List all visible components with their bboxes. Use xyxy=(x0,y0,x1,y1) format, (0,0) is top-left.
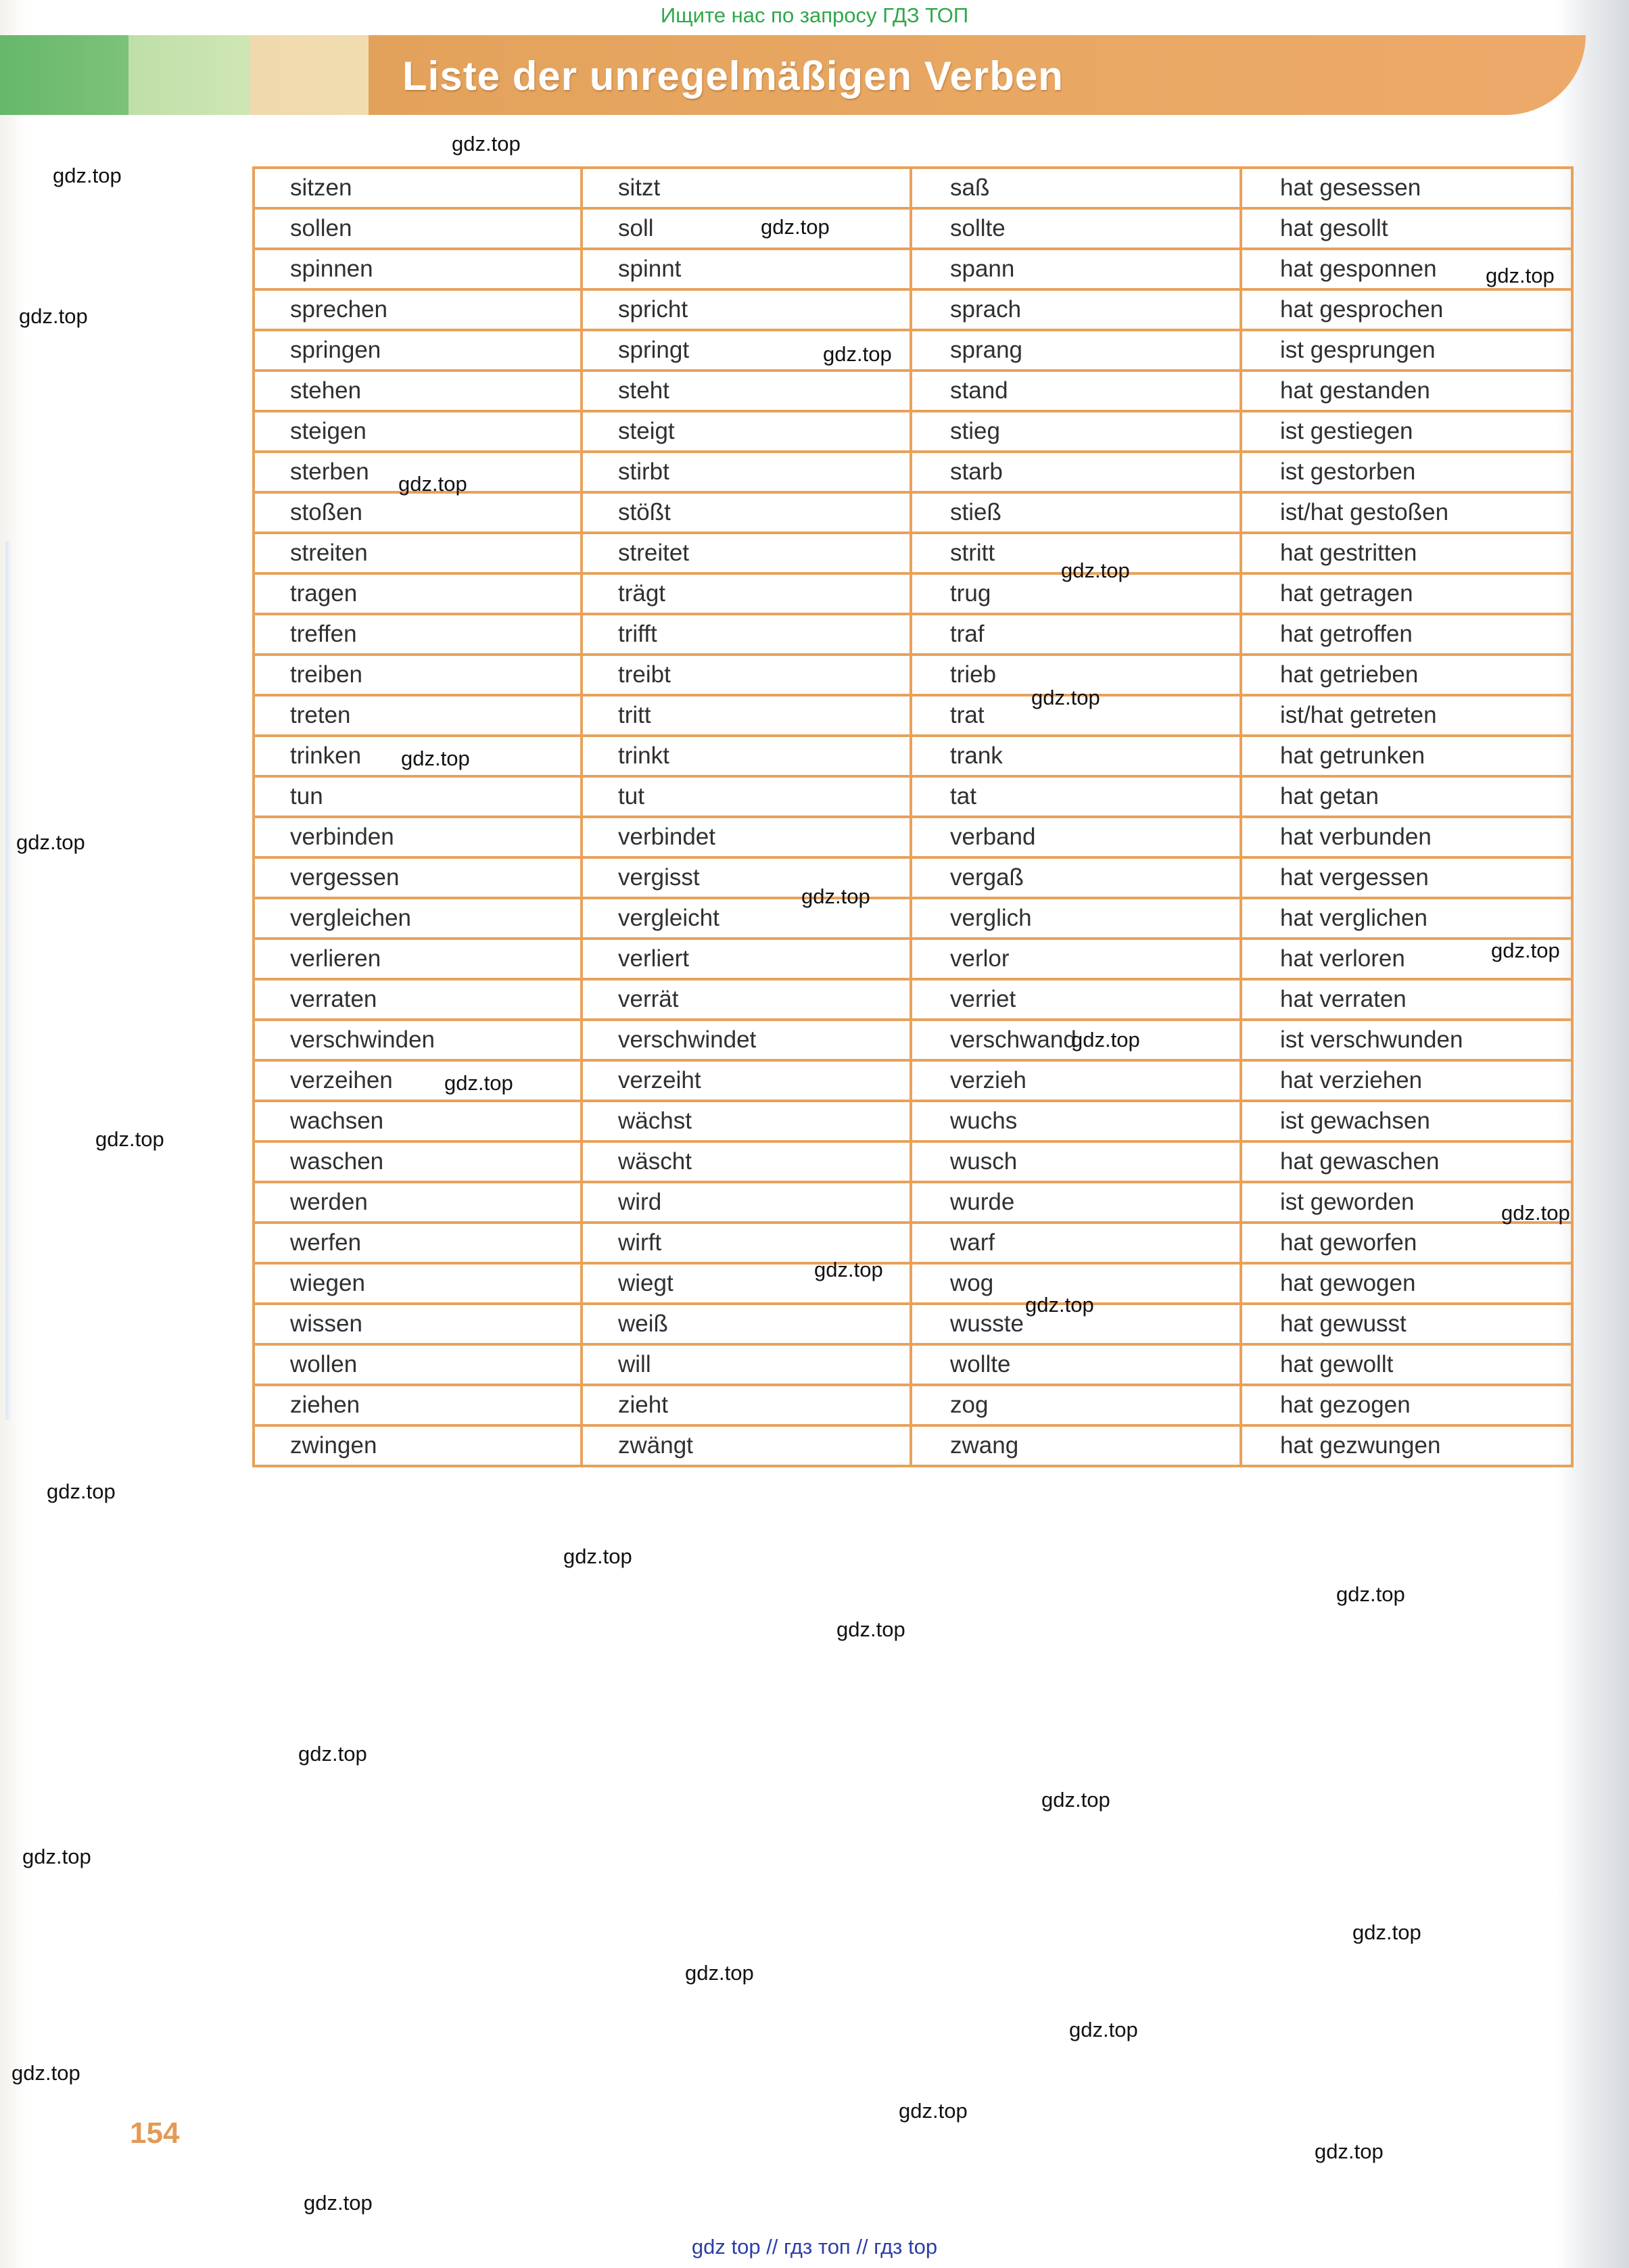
past-cell: sprach xyxy=(911,289,1241,330)
infinitive-cell: treiben xyxy=(254,655,582,695)
perfect-cell: hat gewusst xyxy=(1241,1304,1572,1344)
table-row xyxy=(254,614,1572,655)
watermark: gdz.top xyxy=(1336,1582,1405,1606)
past-cell: zwang xyxy=(911,1425,1241,1466)
page-title: Liste der unregelmäßigen Verben xyxy=(402,53,1064,99)
perfect-cell: hat gezwungen xyxy=(1241,1425,1572,1466)
perfect-cell: hat gesponnen xyxy=(1241,249,1572,289)
present-cell: steigt xyxy=(582,411,911,452)
present-cell: springt xyxy=(582,330,911,371)
present-cell: verrät xyxy=(582,979,911,1020)
past-cell: trieb xyxy=(911,655,1241,695)
present-cell: tut xyxy=(582,776,911,817)
watermark: gdz.top xyxy=(19,304,88,328)
watermark: gdz.top xyxy=(1071,1028,1140,1052)
present-cell: will xyxy=(582,1344,911,1385)
infinitive-cell: sterben xyxy=(254,452,582,492)
watermark: gdz.top xyxy=(16,830,85,854)
perfect-cell: hat verraten xyxy=(1241,979,1572,1020)
watermark: gdz.top xyxy=(444,1071,513,1095)
table-row xyxy=(254,1182,1572,1223)
past-cell: wuchs xyxy=(911,1101,1241,1141)
past-cell: saß xyxy=(911,168,1241,208)
perfect-cell: ist geworden xyxy=(1241,1182,1572,1223)
infinitive-cell: treffen xyxy=(254,614,582,655)
infinitive-cell: vergleichen xyxy=(254,898,582,939)
present-cell: streitet xyxy=(582,533,911,573)
watermark: gdz.top xyxy=(452,132,521,156)
present-cell: vergisst xyxy=(582,857,911,898)
infinitive-cell: verschwinden xyxy=(254,1020,582,1060)
infinitive-cell: zwingen xyxy=(254,1425,582,1466)
table-row xyxy=(254,1141,1572,1182)
present-cell: weiß xyxy=(582,1304,911,1344)
present-cell: wirft xyxy=(582,1223,911,1263)
table-row xyxy=(254,979,1572,1020)
infinitive-cell: treten xyxy=(254,695,582,736)
table-row xyxy=(254,289,1572,330)
watermark: gdz.top xyxy=(1352,1920,1421,1944)
perfect-cell: ist/hat getreten xyxy=(1241,695,1572,736)
perfect-cell: hat getrieben xyxy=(1241,655,1572,695)
past-cell: sprang xyxy=(911,330,1241,371)
perfect-cell: ist gewachsen xyxy=(1241,1101,1572,1141)
perfect-cell: ist gesprungen xyxy=(1241,330,1572,371)
present-cell: tritt xyxy=(582,695,911,736)
table-row xyxy=(254,371,1572,411)
watermark: gdz.top xyxy=(95,1127,164,1151)
past-cell: warf xyxy=(911,1223,1241,1263)
perfect-cell: hat gesessen xyxy=(1241,168,1572,208)
table-row xyxy=(254,939,1572,979)
present-cell: verliert xyxy=(582,939,911,979)
perfect-cell: hat getragen xyxy=(1241,573,1572,614)
infinitive-cell: verraten xyxy=(254,979,582,1020)
past-cell: traf xyxy=(911,614,1241,655)
present-cell: wiegt xyxy=(582,1263,911,1304)
top-banner[interactable]: Ищите нас по запросу ГДЗ ТОП xyxy=(660,3,969,27)
present-cell: verzeiht xyxy=(582,1060,911,1101)
table-row xyxy=(254,695,1572,736)
perfect-cell: hat gesollt xyxy=(1241,208,1572,249)
perfect-cell: ist gestiegen xyxy=(1241,411,1572,452)
past-cell: wusste xyxy=(911,1304,1241,1344)
infinitive-cell: spinnen xyxy=(254,249,582,289)
watermark: gdz.top xyxy=(298,1742,367,1766)
infinitive-cell: ziehen xyxy=(254,1385,582,1425)
table-row xyxy=(254,1304,1572,1344)
past-cell: trat xyxy=(911,695,1241,736)
table-row xyxy=(254,208,1572,249)
table-row xyxy=(254,330,1572,371)
present-cell: sitzt xyxy=(582,168,911,208)
watermark: gdz.top xyxy=(11,2061,80,2085)
perfect-cell: hat gestritten xyxy=(1241,533,1572,573)
perfect-cell: hat verbunden xyxy=(1241,817,1572,857)
perfect-cell: hat gewaschen xyxy=(1241,1141,1572,1182)
present-cell: wächst xyxy=(582,1101,911,1141)
past-cell: stand xyxy=(911,371,1241,411)
past-cell: starb xyxy=(911,452,1241,492)
watermark: gdz.top xyxy=(1025,1293,1094,1317)
table-row xyxy=(254,411,1572,452)
perfect-cell: ist gestorben xyxy=(1241,452,1572,492)
past-cell: spann xyxy=(911,249,1241,289)
table-row xyxy=(254,168,1572,208)
past-cell: wollte xyxy=(911,1344,1241,1385)
perfect-cell: hat vergessen xyxy=(1241,857,1572,898)
past-cell: verzieh xyxy=(911,1060,1241,1101)
present-cell: zieht xyxy=(582,1385,911,1425)
table-row xyxy=(254,1385,1572,1425)
watermark: gdz.top xyxy=(1491,939,1560,962)
infinitive-cell: wollen xyxy=(254,1344,582,1385)
past-cell: verriet xyxy=(911,979,1241,1020)
table-row xyxy=(254,1020,1572,1060)
present-cell: steht xyxy=(582,371,911,411)
bottom-banner[interactable]: gdz top // гдз топ // гдз top xyxy=(691,2235,938,2259)
table-row xyxy=(254,817,1572,857)
table-row xyxy=(254,898,1572,939)
perfect-cell: hat verloren xyxy=(1241,939,1572,979)
watermark: gdz.top xyxy=(823,342,892,366)
infinitive-cell: sitzen xyxy=(254,168,582,208)
present-cell: treibt xyxy=(582,655,911,695)
perfect-cell: ist/hat gestoßen xyxy=(1241,492,1572,533)
past-cell: stritt xyxy=(911,533,1241,573)
past-cell: wog xyxy=(911,1263,1241,1304)
watermark: gdz.top xyxy=(1031,686,1100,709)
present-cell: wäscht xyxy=(582,1141,911,1182)
watermark: gdz.top xyxy=(899,2099,968,2123)
present-cell: vergleicht xyxy=(582,898,911,939)
past-cell: tat xyxy=(911,776,1241,817)
infinitive-cell: sprechen xyxy=(254,289,582,330)
table-row xyxy=(254,1101,1572,1141)
watermark: gdz.top xyxy=(1069,2018,1138,2041)
watermark: gdz.top xyxy=(47,1480,116,1503)
watermark: gdz.top xyxy=(836,1617,905,1641)
watermark: gdz.top xyxy=(1315,2140,1384,2163)
infinitive-cell: verzeihen xyxy=(254,1060,582,1101)
table-row xyxy=(254,533,1572,573)
perfect-cell: hat gewollt xyxy=(1241,1344,1572,1385)
table-row xyxy=(254,776,1572,817)
table-row xyxy=(254,1223,1572,1263)
infinitive-cell: sollen xyxy=(254,208,582,249)
perfect-cell: hat getrunken xyxy=(1241,736,1572,776)
perfect-cell: ist verschwunden xyxy=(1241,1020,1572,1060)
perfect-cell: hat gestanden xyxy=(1241,371,1572,411)
present-cell: wird xyxy=(582,1182,911,1223)
past-cell: verglich xyxy=(911,898,1241,939)
infinitive-cell: wiegen xyxy=(254,1263,582,1304)
table-row xyxy=(254,857,1572,898)
infinitive-cell: trinken xyxy=(254,736,582,776)
watermark: gdz.top xyxy=(401,747,470,770)
infinitive-cell: verlieren xyxy=(254,939,582,979)
watermark: gdz.top xyxy=(22,1845,91,1868)
present-cell: trinkt xyxy=(582,736,911,776)
present-cell: verbindet xyxy=(582,817,911,857)
infinitive-cell: tragen xyxy=(254,573,582,614)
infinitive-cell: stehen xyxy=(254,371,582,411)
table-row xyxy=(254,492,1572,533)
perfect-cell: hat getan xyxy=(1241,776,1572,817)
infinitive-cell: wachsen xyxy=(254,1101,582,1141)
present-cell: trägt xyxy=(582,573,911,614)
watermark: gdz.top xyxy=(814,1258,883,1281)
page-number: 154 xyxy=(130,2117,180,2150)
watermark: gdz.top xyxy=(685,1961,754,1985)
present-cell: spricht xyxy=(582,289,911,330)
infinitive-cell: werden xyxy=(254,1182,582,1223)
watermark: gdz.top xyxy=(563,1544,632,1568)
past-cell: wusch xyxy=(911,1141,1241,1182)
watermark: gdz.top xyxy=(53,164,122,187)
perfect-cell: hat gezogen xyxy=(1241,1385,1572,1425)
table-row xyxy=(254,1425,1572,1466)
infinitive-cell: tun xyxy=(254,776,582,817)
past-cell: verband xyxy=(911,817,1241,857)
infinitive-cell: vergessen xyxy=(254,857,582,898)
infinitive-cell: verbinden xyxy=(254,817,582,857)
past-cell: trug xyxy=(911,573,1241,614)
infinitive-cell: steigen xyxy=(254,411,582,452)
present-cell: zwängt xyxy=(582,1425,911,1466)
past-cell: sollte xyxy=(911,208,1241,249)
perfect-cell: hat gewogen xyxy=(1241,1263,1572,1304)
infinitive-cell: werfen xyxy=(254,1223,582,1263)
perfect-cell: hat geworfen xyxy=(1241,1223,1572,1263)
table-row xyxy=(254,1263,1572,1304)
infinitive-cell: wissen xyxy=(254,1304,582,1344)
watermark: gdz.top xyxy=(398,472,467,496)
perfect-cell: hat verglichen xyxy=(1241,898,1572,939)
infinitive-cell: streiten xyxy=(254,533,582,573)
present-cell: soll xyxy=(582,208,911,249)
past-cell: stieß xyxy=(911,492,1241,533)
watermark: gdz.top xyxy=(801,884,870,908)
present-cell: verschwindet xyxy=(582,1020,911,1060)
watermark: gdz.top xyxy=(304,2191,373,2215)
watermark: gdz.top xyxy=(1041,1788,1110,1812)
watermark: gdz.top xyxy=(1501,1201,1570,1225)
present-cell: stößt xyxy=(582,492,911,533)
present-cell: spinnt xyxy=(582,249,911,289)
table-row xyxy=(254,1344,1572,1385)
page-edge-shadow xyxy=(5,541,12,1420)
watermark: gdz.top xyxy=(761,215,830,239)
past-cell: trank xyxy=(911,736,1241,776)
irregular-verbs-table xyxy=(252,166,1574,1467)
past-cell: vergaß xyxy=(911,857,1241,898)
table-row xyxy=(254,573,1572,614)
past-cell: verlor xyxy=(911,939,1241,979)
past-cell: zog xyxy=(911,1385,1241,1425)
infinitive-cell: springen xyxy=(254,330,582,371)
perfect-cell: hat gesprochen xyxy=(1241,289,1572,330)
present-cell: trifft xyxy=(582,614,911,655)
perfect-cell: hat verziehen xyxy=(1241,1060,1572,1101)
table-row xyxy=(254,655,1572,695)
infinitive-cell: stoßen xyxy=(254,492,582,533)
infinitive-cell: waschen xyxy=(254,1141,582,1182)
table-row xyxy=(254,249,1572,289)
past-cell: wurde xyxy=(911,1182,1241,1223)
watermark: gdz.top xyxy=(1061,559,1130,582)
present-cell: stirbt xyxy=(582,452,911,492)
perfect-cell: hat getroffen xyxy=(1241,614,1572,655)
past-cell: verschwand xyxy=(911,1020,1241,1060)
watermark: gdz.top xyxy=(1486,264,1555,287)
past-cell: stieg xyxy=(911,411,1241,452)
